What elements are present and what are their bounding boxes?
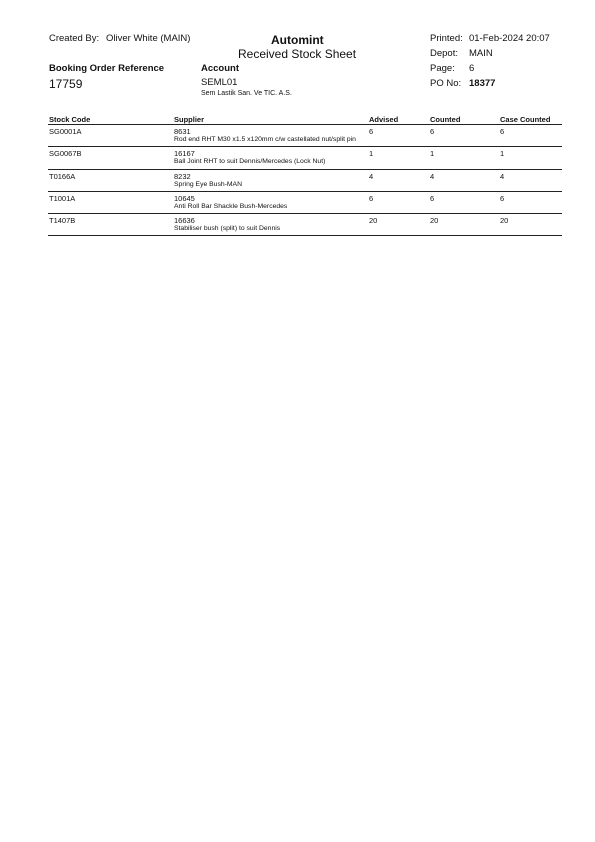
supplier: 8631 [174, 127, 191, 136]
table-row [0, 148, 595, 169]
description: Spring Eye Bush-MAN [174, 181, 242, 188]
description: Stabiliser bush (split) to suit Dennis [174, 225, 281, 232]
table-row [0, 215, 595, 236]
stock-code: SG0067B [49, 149, 82, 158]
depot-label: Depot: [430, 48, 458, 59]
case-counted: 1 [500, 149, 505, 158]
column-header-advised: Advised [369, 115, 399, 124]
stock-code: T0166A [49, 172, 76, 181]
advised: 6 [369, 194, 374, 203]
counted: 20 [430, 216, 439, 225]
depot-value: MAIN [469, 48, 493, 59]
case-counted: 4 [500, 172, 505, 181]
document-title: Received Stock Sheet [238, 47, 357, 61]
advised: 20 [369, 216, 378, 225]
page-label: Page: [430, 63, 455, 74]
counted: 4 [430, 172, 435, 181]
stock-code: T1407B [49, 216, 76, 225]
created-by-value: Oliver White (MAIN) [106, 33, 191, 44]
supplier: 10645 [174, 194, 195, 203]
description: Ball Joint RHT to suit Dennis/Mercedes (Lock Nut) [174, 158, 326, 165]
table-row [0, 171, 595, 192]
case-counted: 6 [500, 194, 505, 203]
booking-ref-label: Booking Order Reference [49, 63, 165, 74]
account-name: Sem Lastik San. Ve TIC. A.S. [201, 90, 292, 97]
counted: 1 [430, 149, 435, 158]
supplier: 16636 [174, 216, 195, 225]
table-row [0, 193, 595, 214]
created-by-label: Created By: [49, 33, 100, 44]
stock-code: SG0001A [49, 127, 82, 136]
printed-value: 01-Feb-2024 20:07 [469, 33, 550, 44]
column-header-supplier: Supplier [174, 115, 205, 124]
page-value: 6 [469, 63, 475, 74]
table-row [0, 126, 595, 147]
account-label: Account [201, 63, 239, 74]
advised: 6 [369, 127, 374, 136]
counted: 6 [430, 127, 435, 136]
header-rule [48, 124, 562, 125]
stock-code: T1001A [49, 194, 76, 203]
advised: 1 [369, 149, 374, 158]
counted: 6 [430, 194, 435, 203]
printed-label: Printed: [430, 33, 463, 44]
row-divider [48, 146, 562, 147]
row-divider [48, 235, 562, 236]
account-code: SEML01 [201, 77, 238, 88]
description: Anti Roll Bar Shackle Bush-Mercedes [174, 203, 288, 210]
supplier: 16167 [174, 149, 195, 158]
advised: 4 [369, 172, 374, 181]
booking-ref-value: 17759 [49, 77, 83, 91]
supplier: 8232 [174, 172, 191, 181]
company-name: Automint [271, 33, 324, 47]
case-counted: 6 [500, 127, 505, 136]
row-divider [48, 191, 562, 192]
row-divider [48, 169, 562, 170]
column-header-stock-code: Stock Code [49, 115, 91, 124]
po-value: 18377 [469, 78, 496, 89]
po-label: PO No: [430, 78, 462, 89]
column-header-counted: Counted [430, 115, 461, 124]
description: Rod end RHT M30 x1.5 x120mm c/w castellated nut/split pin [174, 136, 356, 143]
column-header-case-counted: Case Counted [500, 115, 551, 124]
case-counted: 20 [500, 216, 509, 225]
row-divider [48, 213, 562, 214]
